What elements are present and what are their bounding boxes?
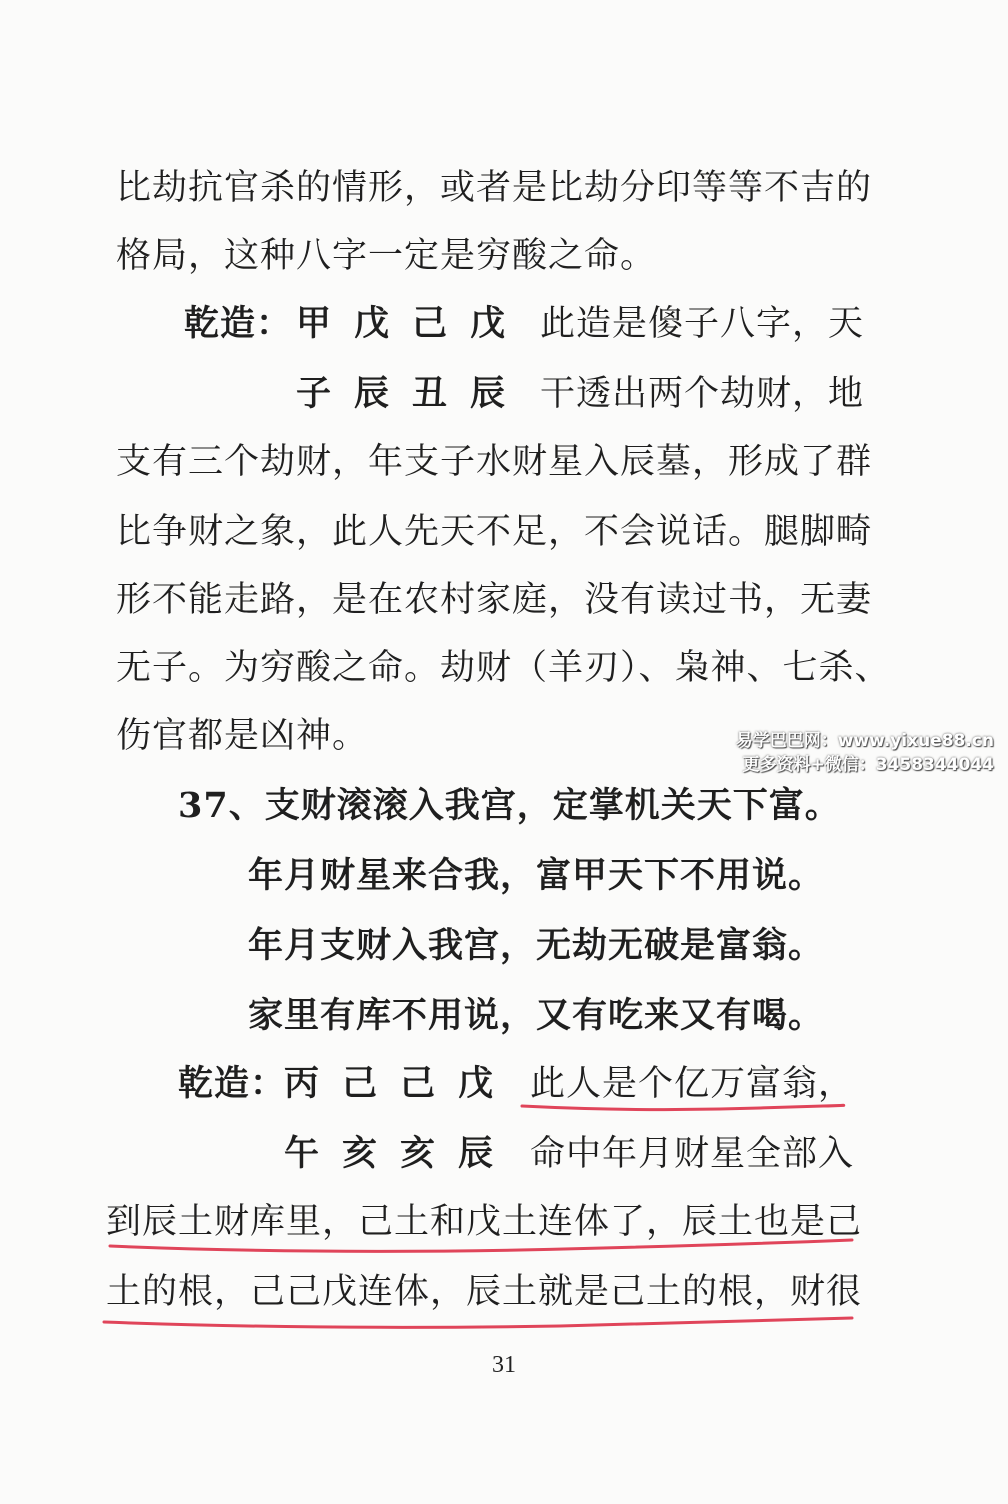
example2-side-1: 此人是个亿万富翁， — [530, 1064, 855, 1104]
stem: 己 — [342, 1063, 379, 1104]
branch: 辰 — [354, 373, 391, 414]
watermark-line-2: 更多资料+微信：3458344044 — [742, 755, 994, 775]
branch: 亥 — [400, 1133, 437, 1174]
body-line-9: 土的根，己己戊连体，辰土就是己土的根，财很 — [106, 1272, 863, 1312]
stem: 戊 — [354, 303, 391, 344]
stem: 戊 — [458, 1063, 495, 1104]
watermark-line-1: 易学巴巴网：www.yixue88.cn — [735, 731, 994, 751]
branch: 亥 — [342, 1133, 379, 1174]
body-line-2: 格局，这种八字一定是穷酸之命。 — [116, 236, 657, 276]
page-number: 31 — [492, 1352, 516, 1378]
branch: 辰 — [470, 373, 507, 414]
branch: 辰 — [458, 1133, 495, 1174]
stem: 丙 — [284, 1063, 321, 1104]
body-line-5: 形不能走路，是在农村家庭，没有读过书，无妻 — [116, 580, 873, 620]
body-line-7: 伤官都是凶神。 — [116, 716, 369, 756]
verse-line-4: 家里有库不用说，又有吃来又有喝。 — [248, 995, 825, 1036]
example2-side-2: 命中年月财星全部入 — [530, 1134, 855, 1174]
body-line-8: 到辰土财库里，己土和戊土连体了，辰土也是己 — [106, 1202, 863, 1242]
verse-line-3: 年月支财入我宫，无劫无破是富翁。 — [248, 925, 825, 966]
underline-3 — [104, 1318, 852, 1327]
example2-label: 乾造： — [178, 1063, 287, 1104]
body-line-3: 支有三个劫财，年支子水财星入辰墓，形成了群 — [116, 442, 873, 482]
branch: 子 — [296, 373, 333, 414]
example1-side-1: 此造是傻子八字，天 — [540, 304, 865, 344]
stem: 己 — [412, 303, 449, 344]
body-line-6: 无子。为穷酸之命。劫财（羊刃）、枭神、七杀、 — [116, 648, 891, 688]
example1-label: 乾造： — [184, 303, 293, 344]
body-line-4: 比争财之象，此人先天不足，不会说话。腿脚畸 — [116, 512, 873, 552]
stem: 己 — [400, 1063, 437, 1104]
example1-side-2: 干透出两个劫财，地 — [540, 374, 865, 414]
verse-line-2: 年月财星来合我，富甲天下不用说。 — [248, 855, 825, 896]
branch: 丑 — [412, 373, 449, 414]
branch: 午 — [284, 1133, 321, 1174]
verse-line-1: 37、支财滚滚入我宫，定掌机关天下富。 — [178, 785, 841, 826]
stem: 戊 — [470, 303, 507, 344]
body-line-1: 比劫抗官杀的情形，或者是比劫分印等等不吉的 — [116, 168, 873, 208]
example2-branches — [284, 1132, 516, 1176]
example1-stems — [296, 302, 528, 346]
example1-branches — [296, 372, 528, 416]
example2-stems — [284, 1062, 516, 1106]
stem: 甲 — [296, 303, 333, 344]
